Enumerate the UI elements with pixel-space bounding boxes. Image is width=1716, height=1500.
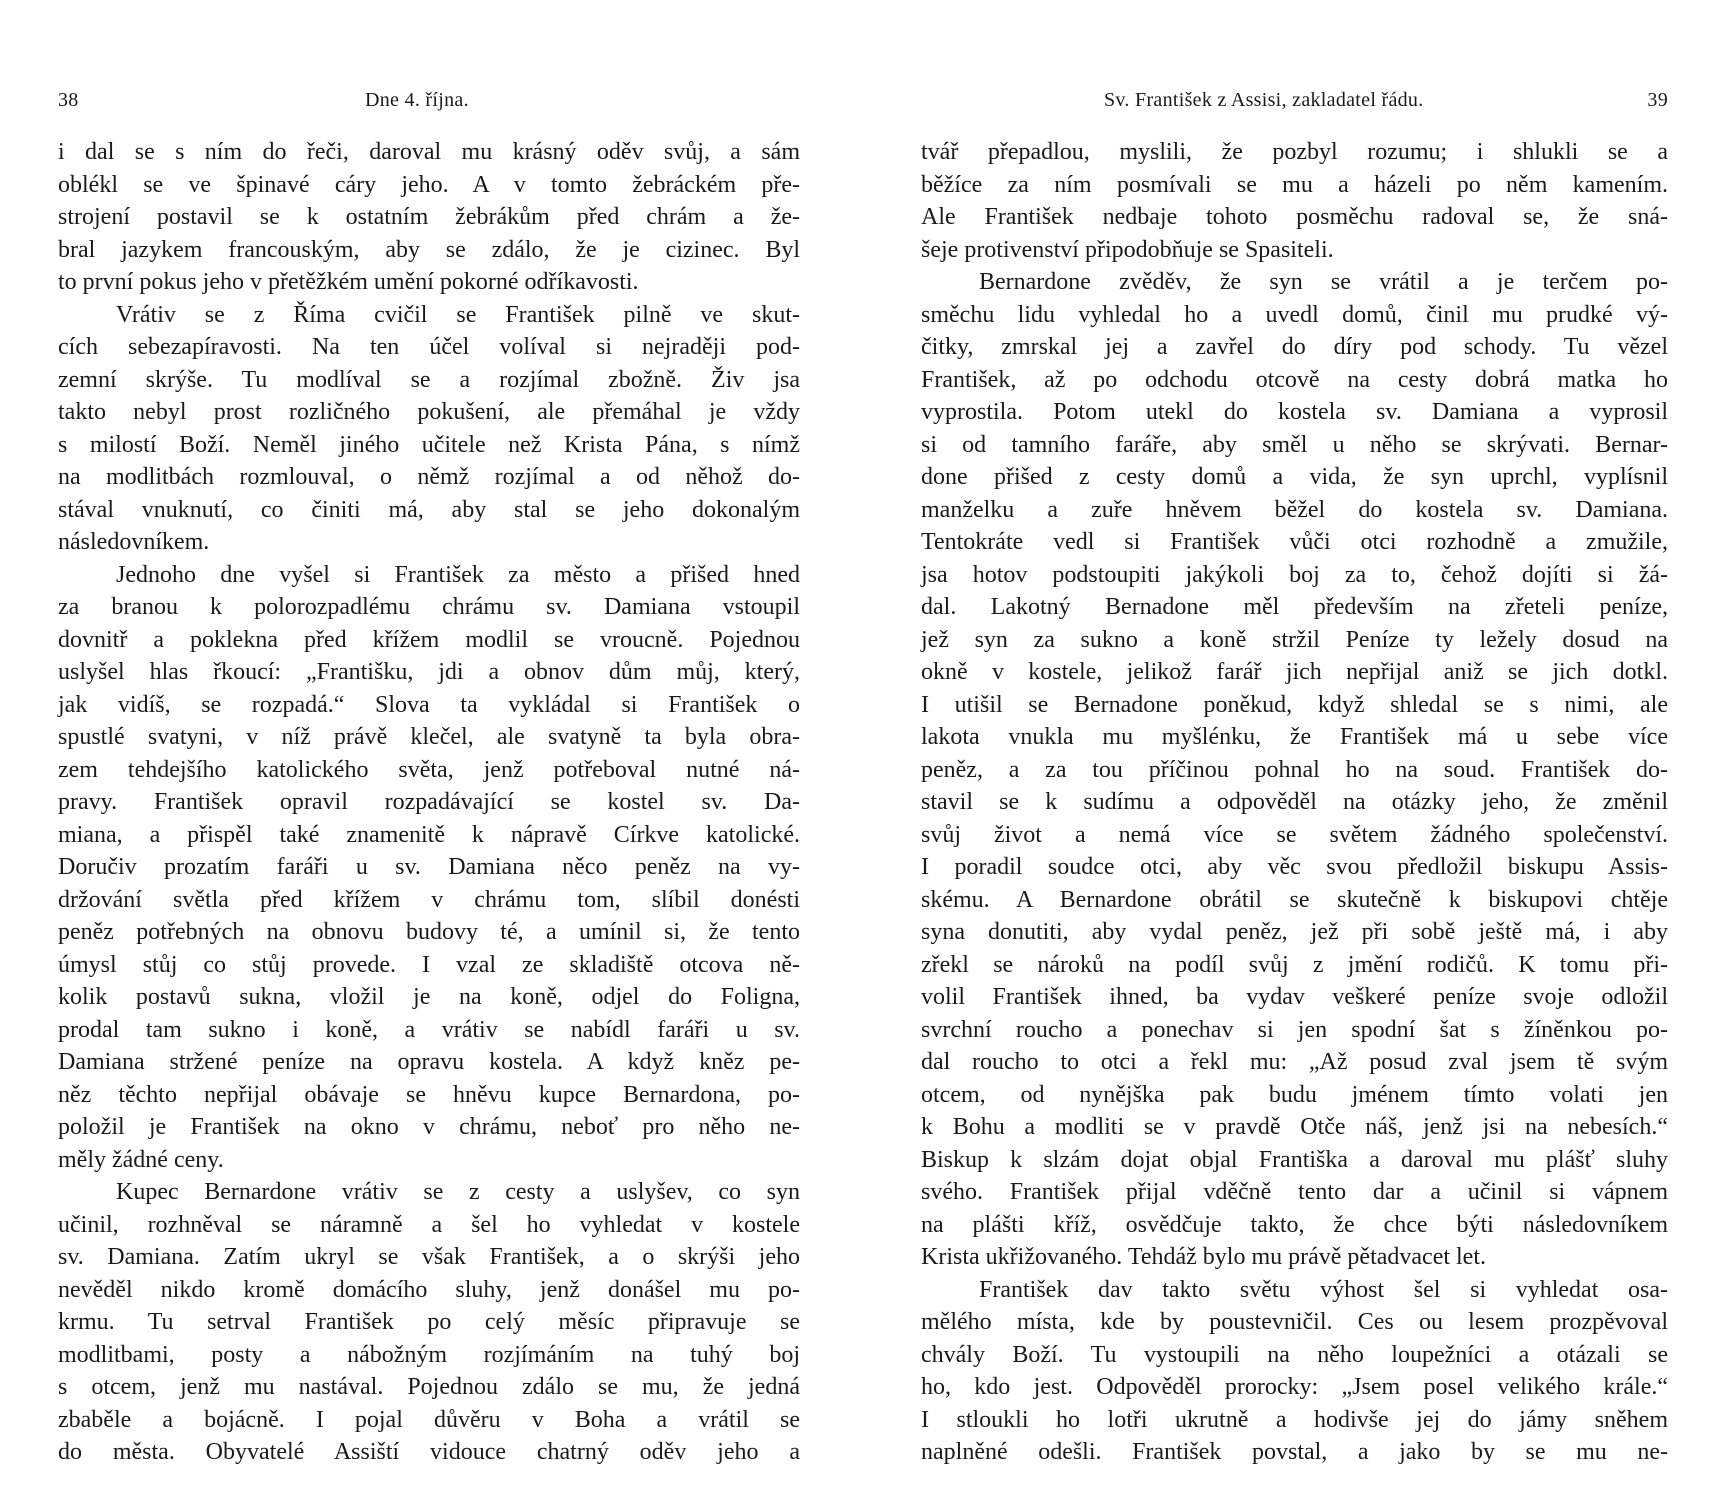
text-line: strojení postavil se k ostatním žebrákům před chrám a že- xyxy=(58,204,800,230)
text-line: dal roucho to otci a řekl mu: „Až posud zval jsem tě svým xyxy=(921,1049,1668,1075)
text-line: bral jazykem francouským, aby se zdálo, že je cizinec. Byl xyxy=(58,236,800,263)
text-line: do města. Obyvatelé Assiští vidouce chatrný oděv jeho a xyxy=(58,1439,800,1465)
text-line: ho, kdo jest. Odpověděl prorocky: „Jsem posel velikého krále.“ xyxy=(921,1374,1668,1400)
text-line: oblékl se ve špinavé cáry jeho. A v tomto žebráckém pře- xyxy=(58,171,800,198)
text-line: I utišil se Bernadone poněkud, když shledal se s nimi, ale xyxy=(921,691,1668,718)
text-line: spustlé svatyni, v níž právě klečel, ale svatyně ta byla obra- xyxy=(58,724,800,750)
text-line: na plášti kříž, osvědčuje takto, že chce býti následovníkem xyxy=(921,1211,1668,1238)
text-line: skému. A Bernardone obrátil se skutečně k biskupovi chtěje xyxy=(921,886,1668,913)
right-page xyxy=(858,0,1716,1500)
running-title: Dne 4. října. xyxy=(365,89,469,111)
text-line: manželku a zuře hněvem běžel do kostela sv. Damiana. xyxy=(921,496,1668,523)
text-line: nevěděl nikdo kromě domácího sluhy, jenž donášel mu po- xyxy=(58,1276,800,1303)
text-line: měly žádné ceny. xyxy=(58,1146,224,1173)
text-line: šeje protivenství připodobňuje se Spasiteli. xyxy=(921,236,1334,263)
text-line: učinil, rozhněval se náramně a šel ho vyhledat v kostele xyxy=(58,1211,800,1238)
running-head xyxy=(58,86,800,114)
text-line: Jednoho dne vyšel si František za město a přišed hned xyxy=(116,561,800,588)
text-line: úmysl stůj co stůj provede. I vzal ze skladiště otcova ně- xyxy=(58,951,800,978)
text-line: peněz potřebných na obnovu budovy té, a umínil si, že tento xyxy=(58,919,800,945)
text-line: Ale František nedbaje tohoto posměchu radoval se, že sná- xyxy=(921,204,1668,230)
text-line: Tentokráte vedl si František vůči otci rozhodně a zmužile, xyxy=(921,529,1668,555)
text-line: směchu lidu vyhledal ho a uvedl domů, činil mu prudké vý- xyxy=(921,301,1668,328)
text-line: následovníkem. xyxy=(58,529,210,555)
text-line: jež syn za sukno a koně stržil Peníze ty ležely dosud na xyxy=(921,626,1668,653)
text-line: svůj život a nemá více se světem žádného společenství. xyxy=(921,821,1668,848)
text-line: František, až po odchodu otcově na cesty dobrá matka ho xyxy=(921,366,1668,393)
running-title: Sv. František z Assisi, zakladatel řádu. xyxy=(1104,89,1424,111)
page-number: 38 xyxy=(58,89,79,111)
text-line: cích sebezapíravosti. Na ten účel volíval si nejraději pod- xyxy=(58,334,800,360)
text-line: zem tehdejšího katolického světa, jenž potřeboval nutné ná- xyxy=(58,756,800,783)
text-line: naplněné odešli. František povstal, a jako by se mu ne- xyxy=(921,1439,1668,1465)
text-line: čitky, zmrskal jej a zavřel do díry pod schody. Tu vězel xyxy=(921,334,1668,360)
text-line: done přišed z cesty domů a vida, že syn uprchl, vyplísnil xyxy=(921,464,1668,490)
body-text xyxy=(921,136,1668,1469)
text-line: takto nebyl prost rozličného pokušení, ale přemáhal je vždy xyxy=(58,399,800,425)
text-line: prodal tam sukno i koně, a vrátiv se nabídl faráři u sv. xyxy=(58,1016,800,1043)
text-line: chvály Boží. Tu vystoupili na něho loupežníci a otázali se xyxy=(921,1341,1668,1368)
text-line: jsa hotov podstoupiti jakýkoli boj za to, čehož dojíti si žá- xyxy=(921,561,1668,588)
text-line: dal. Lakotný Bernadone měl především na zřeteli peníze, xyxy=(921,594,1668,620)
text-line: peněz, a za tou příčinou pohnal ho na soud. František do- xyxy=(921,756,1668,783)
text-line: něz těchto nepřijal obávaje se hněvu kupce Bernardona, po- xyxy=(58,1081,800,1108)
text-line: František dav takto světu výhost šel si vyhledat osa- xyxy=(979,1276,1668,1303)
text-line: i dal se s ním do řeči, daroval mu krásný oděv svůj, a sám xyxy=(58,139,800,165)
text-line: Biskup k slzám dojat objal Františka a daroval mu plášť sluhy xyxy=(921,1146,1668,1173)
text-line: I poradil soudce otci, aby věc svou předložil biskupu Assis- xyxy=(921,854,1668,880)
text-line: si od tamního faráře, aby směl u něho se skrývati. Bernar- xyxy=(921,431,1668,458)
text-line: na modlitbách rozmlouval, o němž rozjímal a od něhož do- xyxy=(58,464,800,490)
text-line: okně v kostele, jelikož farář jich nepřijal aniž se jich dotkl. xyxy=(921,659,1668,685)
text-line: modlitbami, posty a nábožným rozjímáním na tuhý boj xyxy=(58,1341,800,1368)
text-line: za branou k polorozpadlému chrámu sv. Damiana vstoupil xyxy=(58,594,800,620)
text-line: k Bohu a modliti se v pravdě Otče náš, jenž jsi na nebesích.“ xyxy=(921,1114,1668,1140)
text-line: Bernardone zvěděv, že syn se vrátil a je terčem po- xyxy=(979,269,1668,295)
text-line: jak vidíš, se rozpadá.“ Slova ta vykládal si František o xyxy=(58,691,800,718)
text-line: mělého místa, kde by poustevničil. Ces ou lesem prozpěvoval xyxy=(921,1309,1668,1335)
text-line: sv. Damiana. Zatím ukryl se však František, a o skrýši jeho xyxy=(58,1244,800,1270)
text-line: I stloukli ho lotři ukrutně a hodivše jej do jámy sněhem xyxy=(921,1406,1668,1433)
text-line: krmu. Tu setrval František po celý měsíc připravuje se xyxy=(58,1309,800,1335)
text-line: položil je František na okno v chrámu, neboť pro něho ne- xyxy=(58,1114,800,1140)
text-line: otcem, od nynějška pak budu jménem tímto volati jen xyxy=(921,1081,1668,1108)
text-line: kolik postavů sukna, vložil je na koně, odjel do Foligna, xyxy=(58,984,800,1010)
text-line: stával vnuknutí, co činiti má, aby stal se jeho dokonalým xyxy=(58,496,800,523)
text-line: zbaběle a bojácně. I pojal důvěru v Boha a vrátil se xyxy=(58,1406,800,1433)
text-line: pravy. František opravil rozpadávající se kostel sv. Da- xyxy=(58,789,800,815)
text-line: držování světla před křížem v chrámu tom, slíbil donésti xyxy=(58,886,800,913)
text-line: miana, a přispěl také znamenitě k nápravě Církve katolické. xyxy=(58,821,800,848)
text-line: lakota vnukla mu myšlénku, že František má u sebe více xyxy=(921,724,1668,750)
text-line: Damiana stržené peníze na opravu kostela. A když kněz pe- xyxy=(58,1049,800,1075)
text-line: s milostí Boží. Neměl jiného učitele než Krista Pána, s nímž xyxy=(58,431,800,458)
text-line: zemní skrýše. Tu modlíval se a rozjímal zbožně. Živ jsa xyxy=(58,366,800,393)
text-line: s otcem, jenž mu nastával. Pojednou zdálo se mu, že jedná xyxy=(58,1374,800,1400)
text-line: uslyšel hlas řkoucí: „Františku, jdi a obnov dům můj, který, xyxy=(58,659,800,685)
text-line: Krista ukřižovaného. Tehdáž bylo mu právě pětadvacet let. xyxy=(921,1244,1486,1270)
text-line: zřekl se nároků na podíl svůj z jmění rodičů. K tomu při- xyxy=(921,951,1668,978)
page-number: 39 xyxy=(1647,89,1668,111)
text-line: Vrátiv se z Říma cvičil se František pilně ve skut- xyxy=(116,301,800,328)
text-line: syna donutiti, aby vydal peněz, jež při sobě ještě má, i aby xyxy=(921,919,1668,945)
text-line: svého. František přijal vděčně tento dar a učinil si vápnem xyxy=(921,1179,1668,1205)
running-head xyxy=(921,86,1668,114)
text-line: svrchní roucho a ponechav si jen spodní šat s žíněnkou po- xyxy=(921,1016,1668,1043)
text-line: vyprostila. Potom utekl do kostela sv. Damiana a vyprosil xyxy=(921,399,1668,425)
text-line: dovnitř a poklekna před křížem modlil se vroucně. Pojednou xyxy=(58,626,800,653)
text-line: to první pokus jeho v přetěžkém umění pokorné odříkavosti. xyxy=(58,269,639,295)
text-line: Doručiv prozatím faráři u sv. Damiana něco peněz na vy- xyxy=(58,854,800,880)
body-text xyxy=(58,136,800,1469)
text-line: tvář přepadlou, myslili, že pozbyl rozumu; i shlukli se a xyxy=(921,139,1668,165)
text-line: Kupec Bernardone vrátiv se z cesty a uslyšev, co syn xyxy=(116,1179,800,1205)
text-line: stavil se k sudímu a odpověděl na otázky jeho, že změnil xyxy=(921,789,1668,815)
text-line: běžíce za ním posmívali se mu a házeli po něm kamením. xyxy=(921,171,1668,198)
text-line: volil František ihned, ba vydav veškeré peníze svoje odložil xyxy=(921,984,1668,1010)
